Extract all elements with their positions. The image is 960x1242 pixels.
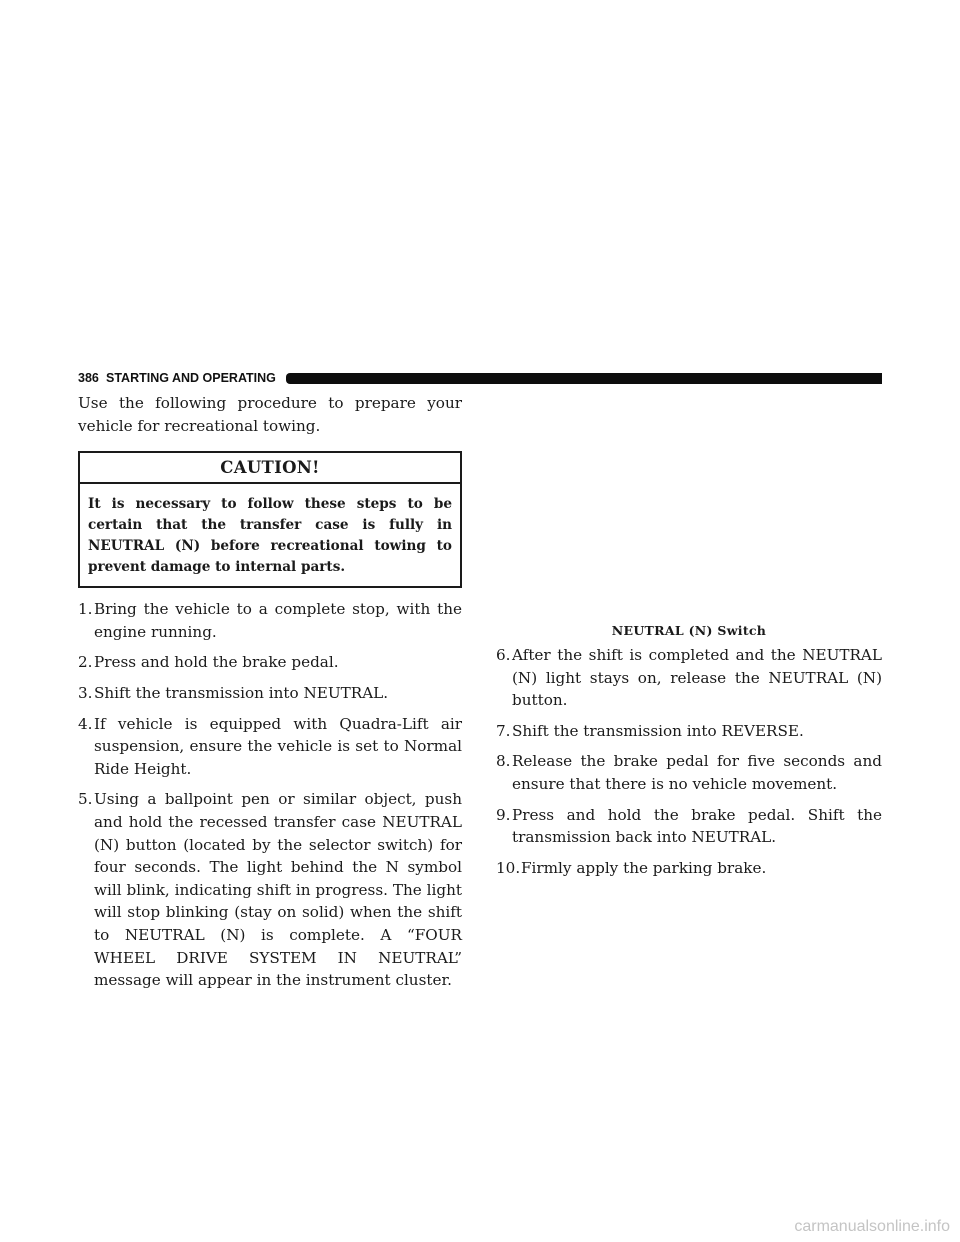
step-number: 5. (78, 790, 93, 809)
figure-image-area (496, 400, 882, 615)
step-text: Shift the transmission into NEUTRAL. (94, 683, 389, 702)
step-text: If vehicle is equipped with Quadra-Lift air suspension, ensure the vehicle is set to Normal Ride Height. (94, 714, 462, 778)
step-text: Firmly apply the parking brake. (521, 858, 767, 877)
step-text: After the shift is completed and the NEUTRAL (N) light stays on, release the NEUTRAL (N) button. (512, 646, 882, 710)
step-item (78, 788, 462, 991)
step-number: 4. (78, 714, 93, 733)
step-text: Press and hold the brake pedal. (94, 653, 339, 672)
figure-caption: NEUTRAL (N) Switch (611, 623, 767, 638)
step-number: 6. (496, 646, 511, 664)
step-number: 10. (496, 858, 521, 877)
step-number: 8. (496, 752, 511, 771)
steps-list-right (496, 644, 882, 879)
left-column (78, 392, 462, 1000)
step-number: 9. (496, 805, 511, 824)
page-header (78, 371, 882, 386)
step-item (78, 651, 462, 674)
step-item (78, 713, 462, 781)
intro-paragraph: Use the following procedure to prepare your vehicle for recreational towing. (78, 394, 462, 435)
step-item (496, 750, 882, 795)
step-number: 2. (78, 653, 93, 672)
step-item (496, 644, 882, 712)
step-text: Press and hold the brake pedal. Shift the transmission back into NEUTRAL. (512, 805, 882, 847)
step-text: Release the brake pedal for five seconds and ensure that there is no vehicle movement. (512, 752, 882, 793)
step-item (496, 804, 882, 849)
caution-box (78, 451, 462, 588)
step-number: 1. (78, 600, 93, 619)
step-item (78, 598, 462, 643)
step-item (496, 720, 882, 743)
step-text: Bring the vehicle to a complete stop, with the engine running. (94, 600, 462, 641)
caution-title: CAUTION! (80, 453, 460, 484)
step-text: Using a ballpoint pen or similar object, push and hold the recessed transfer case NEUTRAL (N) button (located by the selector switch) for four seconds. The light behind the N symbol will blink, indicating shift in progress. The light will stop blinking (stay on solid) when the shift to NEUTRAL (N) is complete. A “FOUR WHEEL DRIVE SYSTEM IN NEUTRAL” message will appear in the instrument cluster. (94, 790, 462, 990)
page-number: 386 (78, 371, 99, 385)
right-column (496, 644, 882, 887)
step-number: 3. (78, 683, 93, 702)
section-title: STARTING AND OPERATING (106, 371, 276, 385)
step-number: 7. (496, 721, 511, 740)
watermark: carmanualsonline.info (794, 1218, 950, 1235)
steps-list-left (78, 598, 462, 992)
header-rule-bar (286, 373, 882, 384)
caution-body: It is necessary to follow these steps to be certain that the transfer case is fully in NEUTRAL (N) before recreational towing to prevent damage to internal parts. (88, 496, 452, 576)
step-item (496, 857, 882, 880)
step-item (78, 682, 462, 705)
step-text: Shift the transmission into REVERSE. (512, 721, 804, 740)
